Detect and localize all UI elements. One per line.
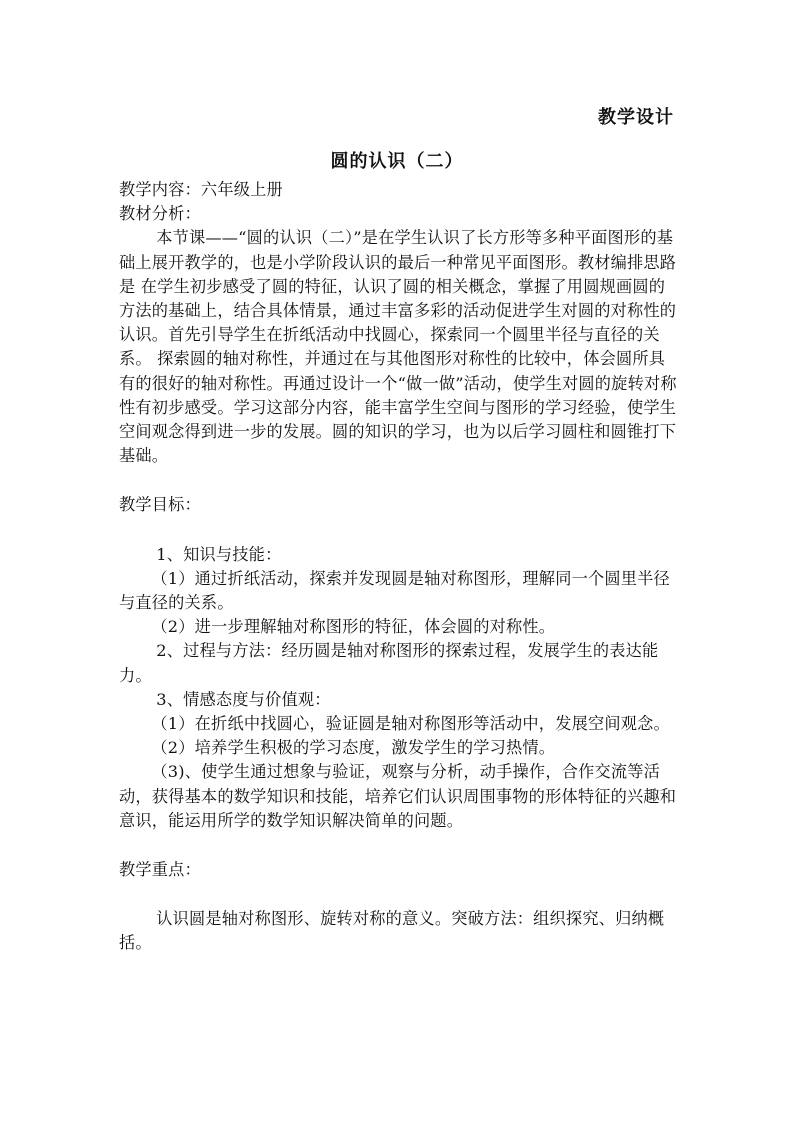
- page-title: 圆的认识（二）: [330, 151, 464, 172]
- content-line: 教学内容：六年级上册: [119, 180, 283, 199]
- document-type-label: 教学设计: [598, 107, 674, 128]
- objective-item: （2）进一步理解轴对称图形的特征，体会圆的对称性。: [151, 617, 556, 637]
- objective-item: 3、情感态度与价值观：: [156, 689, 331, 709]
- key-points-paragraph: 认识圆是轴对称图形、旋转对称的意义。突破方法：组织探究、归纳概括。: [119, 909, 665, 953]
- key-points-heading: 教学重点：: [119, 860, 201, 880]
- objective-item: （3)、使学生通过想象与验证，观察与分析，动手操作，合作交流等活动，获得基本的数学知识和技能，培养它们认识周围事物的形体特征的兴趣和意识，能运用所学的数学知识解决简单的问题。: [119, 762, 677, 830]
- objectives-heading: 教学目标：: [119, 495, 201, 515]
- analysis-paragraph: 本节课——“圆的认识（二）”是在学生认识了长方形等多种平面图形的基础上展开教学的，也是小学阶段认识的最后一种常见平面图形。教材编排思路是 在学生初步感受了圆的特征，认识了圆的相关概念，掌握了用圆规画圆的方法的基础上，结合具体情景，通过丰富多彩的活动促进学生对圆的对称性的认识。首先引导学生在折纸活动中找圆心，探索同一个圆里半径与直径的关系。 探索圆的轴对称性，并通过在与其他图形对称性的比较中，体会圆所具有的很好的轴对称性。再通过设计一个“做一做”活动，使学生对圆的旋转对称性有初步感受。学习这部分内容，能丰富学生空间与图形的学习经验，使学生空间观念得到进一步的发展。圆的知识的学习，也为以后学习圆柱和圆锥打下基础。: [119, 228, 677, 466]
- objective-item: （1）通过折纸活动，探索并发现圆是轴对称图形，理解同一个圆里半径与直径的关系。: [119, 568, 670, 613]
- spacer: [119, 518, 677, 543]
- objective-item: 2、过程与方法：经历圆是轴对称图形的探索过程，发展学生的表达能力。: [119, 641, 659, 685]
- analysis-heading: 教材分析：: [119, 204, 201, 224]
- spacer: [119, 468, 677, 493]
- objective-item: （1）在折纸中找圆心，验证圆是轴对称图形等活动中，发展空间观念。: [151, 714, 670, 734]
- document-body: [119, 178, 677, 956]
- spacer: [119, 833, 677, 858]
- objective-item: 1、知识与技能：: [156, 544, 282, 564]
- objective-item: （2）培养学生积极的学习态度，激发学生的学习热情。: [151, 738, 556, 758]
- spacer: [119, 882, 677, 907]
